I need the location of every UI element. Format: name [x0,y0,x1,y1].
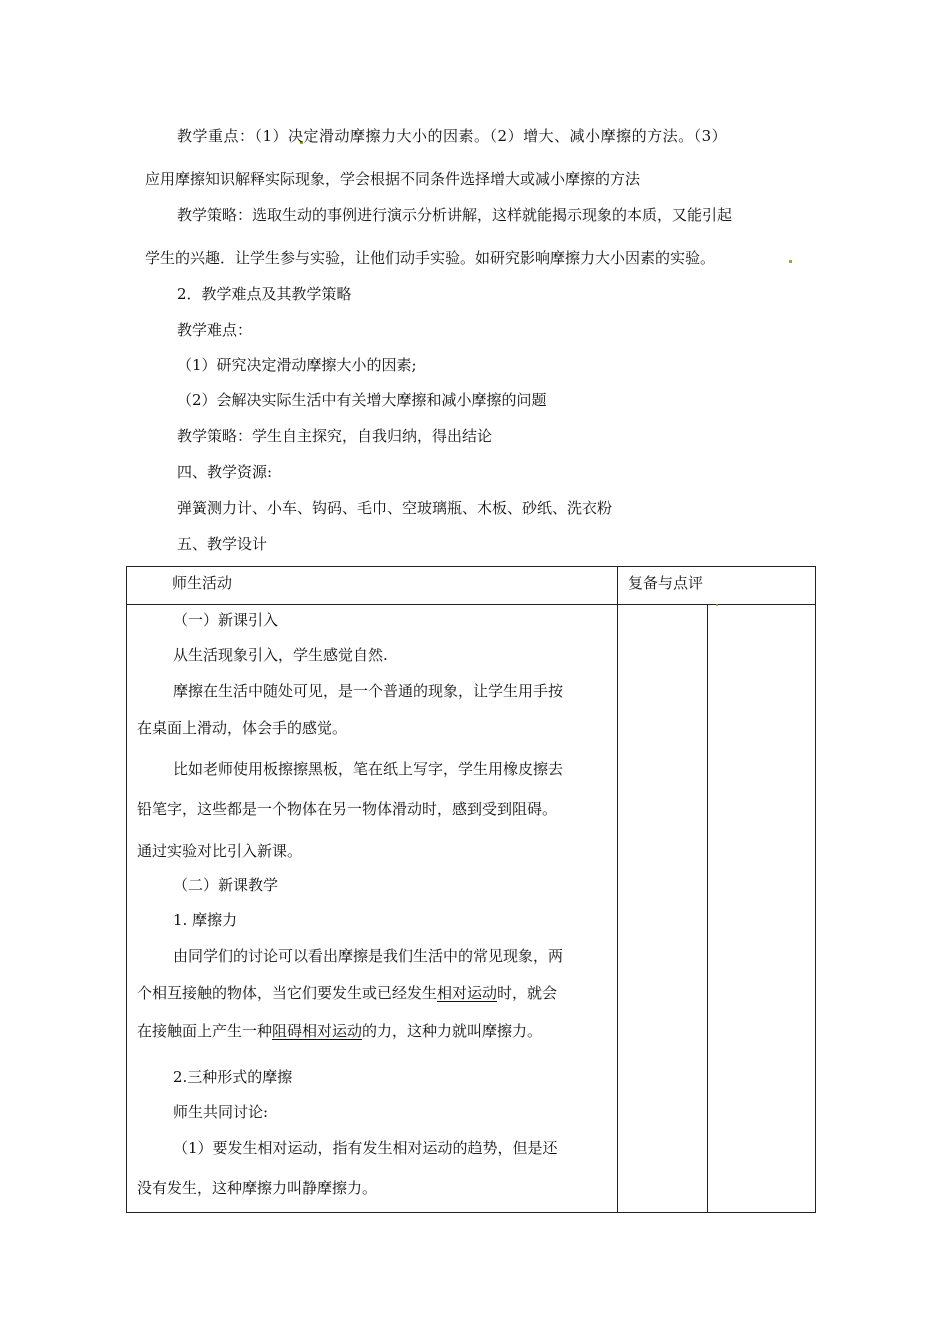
friction-title: 1. 摩擦力 [173,911,238,929]
friction-line-3-b: 的力，这种力就叫摩擦力。 [362,1022,543,1040]
strategy-2: 教学策略：学生自主探究，自我归纳，得出结论 [177,427,493,445]
intro-paragraph-2-line-1: 摩擦在生活中随处可见，是一个普通的现象，让学生用手按 [173,682,564,700]
friction-line-1: 由同学们的讨论可以看出摩擦是我们生活中的常见现象，两 [173,947,564,965]
intro-paragraph-2-line-2: 在桌面上滑动，体会手的感觉。 [137,719,348,737]
review-cell-1 [618,605,708,1213]
friction-line-2-b: 时，就会 [497,984,558,1002]
resources-list: 弹簧测力计、小车、钩码、毛巾、空玻璃瓶、木板、砂纸、洗衣粉 [177,499,613,517]
friction-line-3 [137,1021,542,1041]
section-2-title: 2．教学难点及其教学策略 [177,285,352,303]
scan-mark [789,260,792,263]
design-table [126,566,816,1213]
term-hinder-relative-motion: 阻碍相对运动 [272,1022,363,1040]
header-cell-review [618,567,816,605]
scan-mark [716,604,718,606]
term-relative-motion: 相对运动 [437,984,498,1002]
header-cell-activities [127,567,618,605]
friction-line-2 [137,983,557,1003]
intro-title: （一）新课引入 [173,611,279,629]
activities-cell [127,605,618,1213]
static-friction-line-1: （1）要发生相对运动，指有发生相对运动的趋势，但是还 [173,1139,558,1157]
strategy-1-line-2: 学生的兴趣．让学生参与实验，让他们动手实验。如研究影响摩擦力大小因素的实验。 [145,249,716,267]
design-title: 五、教学设计 [177,535,268,553]
difficulty-item-1: （1）研究决定滑动摩擦大小的因素; [177,356,417,374]
key-points-line-1: 教学重点：（1）决定滑动摩擦力大小的因素。（2）增大、减小摩擦的方法。（3） [177,127,728,145]
col-header-activities: 师生活动 [172,574,233,592]
table-header-row [127,567,816,605]
difficulty-label: 教学难点： [177,321,253,339]
discussion-label: 师生共同讨论: [173,1103,269,1121]
strategy-1-line-1: 教学策略：选取生动的事例进行演示分析讲解，这样就能揭示现象的本质，又能引起 [177,206,733,224]
col-header-review: 复备与点评 [628,574,704,592]
table-content-row [127,605,816,1213]
resources-title: 四、教学资源: [177,463,273,481]
three-forms-title: 2.三种形式的摩擦 [173,1068,293,1086]
intro-paragraph-3-line-2: 铅笔字，这些都是一个物体在另一物体滑动时，感到受到阻碍。 [137,800,558,818]
review-cell-2 [708,605,816,1213]
friction-line-3-a: 在接触面上产生一种 [137,1022,273,1040]
key-points-line-2: 应用摩擦知识解释实际现象，学会根据不同条件选择增大或减小摩擦的方法 [145,170,641,188]
intro-paragraph-3-line-1: 比如老师使用板擦擦黑板，笔在纸上写字，学生用橡皮擦去 [173,760,564,778]
intro-paragraph-3-line-3: 通过实验对比引入新课。 [137,842,303,860]
friction-line-2-a: 个相互接触的物体，当它们要发生或已经发生 [137,984,438,1002]
teach-title: （二）新课教学 [173,876,279,894]
intro-paragraph-1: 从生活现象引入，学生感觉自然. [173,646,388,664]
static-friction-line-2: 没有发生，这种摩擦力叫静摩擦力。 [137,1179,378,1197]
difficulty-item-2: （2）会解决实际生活中有关增大摩擦和减小摩擦的问题 [177,391,547,409]
